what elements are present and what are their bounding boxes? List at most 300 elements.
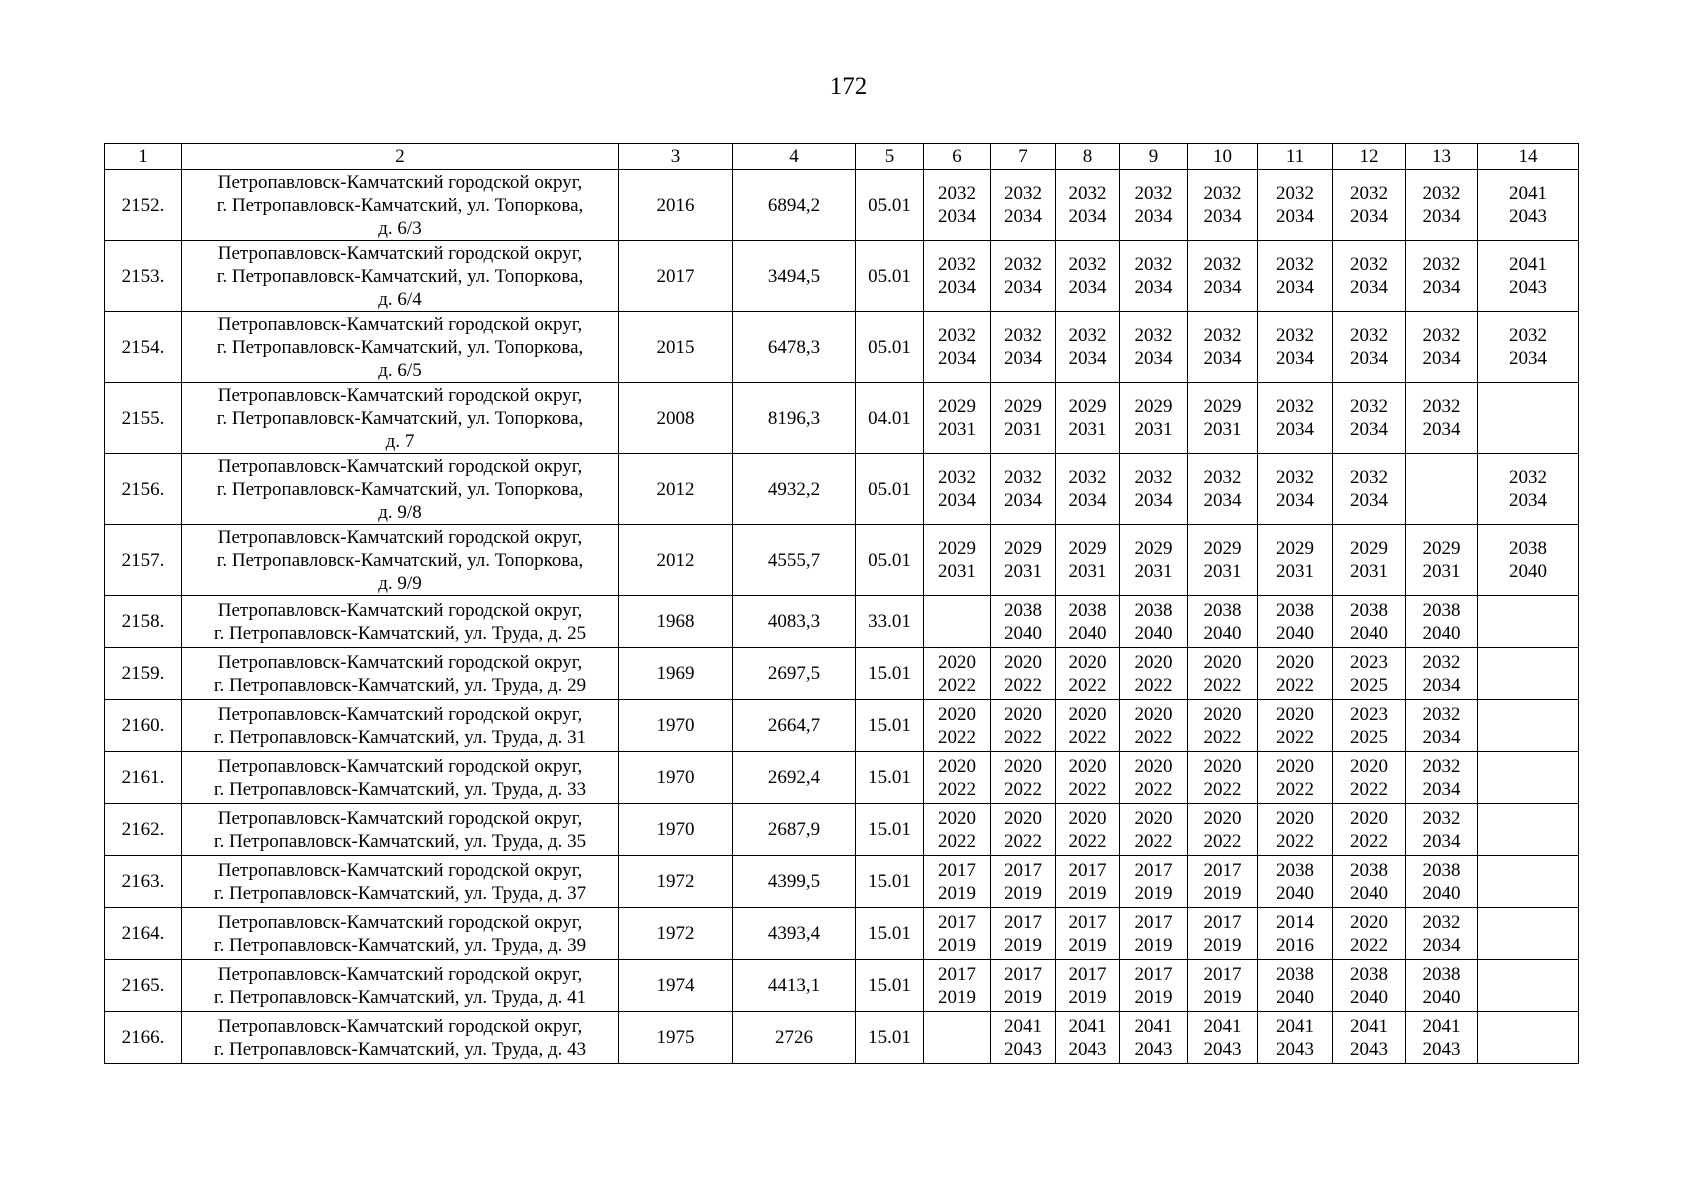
period-cell xyxy=(1258,312,1333,383)
row-number-cell: 2154. xyxy=(105,312,182,383)
period-start-year: 2032 xyxy=(1350,183,1388,204)
period-cell xyxy=(1406,312,1478,383)
period-cell xyxy=(1258,752,1333,804)
column-header: 9 xyxy=(1120,144,1188,170)
period-cell xyxy=(1120,312,1188,383)
column-header: 12 xyxy=(1333,144,1406,170)
period-cell xyxy=(1056,454,1120,525)
period-end-year: 2034 xyxy=(1422,277,1461,298)
column-header: 1 xyxy=(105,144,182,170)
period-end-year: 2034 xyxy=(1422,674,1461,696)
period-start-year: 2032 xyxy=(1068,325,1107,346)
column-header: 4 xyxy=(733,144,856,170)
period-cell xyxy=(1258,700,1333,752)
period-start-year: 2032 xyxy=(1203,183,1242,204)
period-start-year: 2020 xyxy=(1350,911,1388,933)
table-row xyxy=(105,804,1579,856)
period-end-year: 2031 xyxy=(938,561,976,582)
period-start-year: 2041 xyxy=(1276,1015,1314,1037)
period-start-year: 2020 xyxy=(1276,755,1314,777)
period-cell xyxy=(1478,908,1579,960)
period-end-year: 2022 xyxy=(1203,726,1242,748)
period-cell xyxy=(924,700,991,752)
period-cell xyxy=(924,312,991,383)
row-number-cell: 2156. xyxy=(105,454,182,525)
address-line: г. Петропавловск-Камчатский, ул. Топоркова, xyxy=(216,549,584,571)
address-cell xyxy=(182,1012,619,1064)
period-cell xyxy=(1188,804,1258,856)
period-cell xyxy=(991,525,1056,596)
period-end-year: 2022 xyxy=(938,726,976,748)
period-cell xyxy=(1478,170,1579,241)
period-end-year: 2034 xyxy=(1276,206,1314,227)
period-cell xyxy=(1333,752,1406,804)
period-end-year: 2019 xyxy=(1068,882,1107,904)
period-end-year: 2022 xyxy=(1004,726,1042,748)
period-start-year: 2029 xyxy=(1068,538,1107,559)
address-cell xyxy=(182,383,619,454)
table-row xyxy=(105,700,1579,752)
area-cell: 4399,5 xyxy=(733,856,856,908)
period-cell xyxy=(1120,648,1188,700)
period-end-year: 2031 xyxy=(1203,419,1242,440)
code-cell: 15.01 xyxy=(856,960,924,1012)
code-cell: 15.01 xyxy=(856,700,924,752)
period-cell xyxy=(1120,383,1188,454)
period-start-year: 2029 xyxy=(1134,396,1173,417)
period-start-year: 2017 xyxy=(938,911,976,933)
period-cell xyxy=(991,383,1056,454)
period-cell xyxy=(1056,1012,1120,1064)
period-start-year: 2032 xyxy=(1068,254,1107,275)
period-end-year: 2034 xyxy=(1203,206,1242,227)
period-end-year: 2031 xyxy=(1350,561,1388,582)
period-cell xyxy=(1333,648,1406,700)
address-line: Петропавловск-Камчатский городской округ, xyxy=(217,599,583,621)
period-end-year: 2019 xyxy=(1068,934,1107,956)
address-cell xyxy=(182,241,619,312)
period-start-year: 2017 xyxy=(1004,911,1042,933)
period-start-year: 2029 xyxy=(1350,538,1388,559)
address-line: г. Петропавловск-Камчатский, ул. Труда, д. 41 xyxy=(213,986,587,1008)
row-number-cell: 2161. xyxy=(105,752,182,804)
period-start-year: 2032 xyxy=(1422,807,1461,829)
column-header: 6 xyxy=(924,144,991,170)
period-cell xyxy=(1406,454,1478,525)
period-cell xyxy=(1056,752,1120,804)
table-row xyxy=(105,525,1579,596)
period-start-year: 2020 xyxy=(1203,651,1242,673)
period-cell xyxy=(991,700,1056,752)
period-end-year: 2034 xyxy=(1134,490,1173,511)
column-header: 14 xyxy=(1478,144,1579,170)
code-cell: 15.01 xyxy=(856,908,924,960)
address-line: г. Петропавловск-Камчатский, ул. Труда, д. 43 xyxy=(213,1038,587,1060)
period-end-year: 2022 xyxy=(1350,934,1388,956)
period-cell xyxy=(1120,170,1188,241)
period-cell xyxy=(1120,454,1188,525)
period-start-year: 2017 xyxy=(1203,911,1242,933)
period-start-year: 2032 xyxy=(938,183,976,204)
period-end-year: 2034 xyxy=(1134,206,1173,227)
period-end-year: 2022 xyxy=(1068,726,1107,748)
period-end-year: 2040 xyxy=(1422,622,1461,644)
period-cell xyxy=(1478,525,1579,596)
period-cell xyxy=(1333,700,1406,752)
address-cell xyxy=(182,856,619,908)
period-cell xyxy=(924,752,991,804)
period-start-year: 2041 xyxy=(1422,1015,1461,1037)
period-cell xyxy=(991,1012,1056,1064)
period-end-year: 2040 xyxy=(1276,622,1314,644)
period-end-year: 2031 xyxy=(1203,561,1242,582)
period-cell xyxy=(1258,454,1333,525)
column-number-header-row xyxy=(105,144,1579,170)
address-line: Петропавловск-Камчатский городской округ, xyxy=(217,651,583,673)
column-header: 3 xyxy=(619,144,733,170)
period-start-year: 2032 xyxy=(1134,467,1173,488)
period-end-year: 2034 xyxy=(1203,490,1242,511)
period-cell xyxy=(1120,525,1188,596)
address-cell xyxy=(182,908,619,960)
table-row xyxy=(105,383,1579,454)
period-end-year: 2034 xyxy=(1422,726,1461,748)
area-cell: 3494,5 xyxy=(733,241,856,312)
area-cell: 8196,3 xyxy=(733,383,856,454)
period-end-year: 2034 xyxy=(1004,490,1042,511)
code-cell: 33.01 xyxy=(856,596,924,648)
period-end-year: 2022 xyxy=(1276,726,1314,748)
period-start-year: 2017 xyxy=(1004,963,1042,985)
address-line: Петропавловск-Камчатский городской округ, xyxy=(217,313,583,335)
period-end-year: 2034 xyxy=(1509,348,1547,369)
code-cell: 05.01 xyxy=(856,170,924,241)
period-end-year: 2031 xyxy=(1068,419,1107,440)
period-end-year: 2022 xyxy=(1004,830,1042,852)
address-line: г. Петропавловск-Камчатский, ул. Топоркова, xyxy=(216,407,584,429)
period-cell xyxy=(924,804,991,856)
code-cell: 15.01 xyxy=(856,752,924,804)
period-cell xyxy=(1406,1012,1478,1064)
period-cell xyxy=(1478,648,1579,700)
period-start-year: 2029 xyxy=(938,396,976,417)
period-start-year: 2029 xyxy=(1276,538,1314,559)
address-cell xyxy=(182,525,619,596)
column-header: 11 xyxy=(1258,144,1333,170)
period-start-year: 2017 xyxy=(1068,963,1107,985)
row-number-cell: 2153. xyxy=(105,241,182,312)
period-start-year: 2029 xyxy=(1004,538,1042,559)
period-end-year: 2034 xyxy=(1203,348,1242,369)
table-row xyxy=(105,856,1579,908)
address-cell xyxy=(182,312,619,383)
period-end-year: 2022 xyxy=(1068,674,1107,696)
address-cell xyxy=(182,454,619,525)
period-cell xyxy=(1333,454,1406,525)
period-end-year: 2040 xyxy=(1004,622,1042,644)
table-row xyxy=(105,648,1579,700)
period-end-year: 2043 xyxy=(1004,1038,1042,1060)
area-cell: 4932,2 xyxy=(733,454,856,525)
row-number-cell: 2165. xyxy=(105,960,182,1012)
period-end-year: 2040 xyxy=(1276,882,1314,904)
period-end-year: 2022 xyxy=(1350,778,1388,800)
period-end-year: 2031 xyxy=(1134,561,1173,582)
period-end-year: 2022 xyxy=(1134,778,1173,800)
period-start-year: 2041 xyxy=(1134,1015,1173,1037)
period-end-year: 2022 xyxy=(1068,830,1107,852)
period-end-year: 2034 xyxy=(1068,277,1107,298)
period-cell xyxy=(1333,856,1406,908)
period-end-year: 2031 xyxy=(1068,561,1107,582)
period-cell xyxy=(1478,804,1579,856)
period-end-year: 2034 xyxy=(1276,419,1314,440)
area-cell: 6478,3 xyxy=(733,312,856,383)
period-start-year: 2032 xyxy=(938,254,976,275)
period-start-year: 2020 xyxy=(1203,755,1242,777)
row-number-cell: 2163. xyxy=(105,856,182,908)
area-cell: 2687,9 xyxy=(733,804,856,856)
period-cell xyxy=(1406,241,1478,312)
code-cell: 05.01 xyxy=(856,454,924,525)
row-number-cell: 2160. xyxy=(105,700,182,752)
build-year-cell: 1969 xyxy=(619,648,733,700)
period-start-year: 2017 xyxy=(1068,859,1107,881)
period-cell xyxy=(991,596,1056,648)
period-cell xyxy=(1056,170,1120,241)
table-row xyxy=(105,960,1579,1012)
period-end-year: 2034 xyxy=(938,277,976,298)
period-end-year: 2034 xyxy=(1422,206,1461,227)
area-cell: 4555,7 xyxy=(733,525,856,596)
period-start-year: 2017 xyxy=(938,963,976,985)
period-cell xyxy=(1406,960,1478,1012)
code-cell: 15.01 xyxy=(856,804,924,856)
period-start-year: 2020 xyxy=(1350,807,1388,829)
period-end-year: 2040 xyxy=(1203,622,1242,644)
build-year-cell: 1975 xyxy=(619,1012,733,1064)
period-start-year: 2032 xyxy=(1276,254,1314,275)
period-start-year: 2017 xyxy=(1134,911,1173,933)
period-start-year: 2032 xyxy=(1068,183,1107,204)
address-line: г. Петропавловск-Камчатский, ул. Топоркова, xyxy=(216,336,584,358)
period-cell xyxy=(1056,383,1120,454)
address-cell xyxy=(182,648,619,700)
period-start-year: 2032 xyxy=(1004,325,1042,346)
period-start-year: 2032 xyxy=(938,467,976,488)
period-end-year: 2034 xyxy=(1350,348,1388,369)
period-end-year: 2022 xyxy=(1276,778,1314,800)
period-start-year: 2020 xyxy=(938,651,976,673)
period-cell xyxy=(1406,856,1478,908)
period-start-year: 2029 xyxy=(1203,538,1242,559)
period-end-year: 2022 xyxy=(1134,674,1173,696)
address-line: г. Петропавловск-Камчатский, ул. Труда, д. 39 xyxy=(213,934,587,956)
table-row xyxy=(105,752,1579,804)
address-line: Петропавловск-Камчатский городской округ, xyxy=(217,384,583,406)
address-line: г. Петропавловск-Камчатский, ул. Топоркова, xyxy=(216,265,584,287)
build-year-cell: 1970 xyxy=(619,752,733,804)
period-end-year: 2034 xyxy=(1422,934,1461,956)
period-cell xyxy=(1333,804,1406,856)
period-cell xyxy=(1258,383,1333,454)
period-end-year: 2019 xyxy=(1004,934,1042,956)
period-cell xyxy=(1120,241,1188,312)
address-cell xyxy=(182,960,619,1012)
page-number: 172 xyxy=(829,73,868,100)
period-end-year: 2022 xyxy=(938,830,976,852)
period-cell xyxy=(1188,596,1258,648)
period-start-year: 2020 xyxy=(938,703,976,725)
period-cell xyxy=(991,312,1056,383)
period-end-year: 2034 xyxy=(1004,206,1042,227)
period-cell xyxy=(1478,700,1579,752)
period-start-year: 2020 xyxy=(1276,807,1314,829)
period-end-year: 2022 xyxy=(1134,726,1173,748)
period-end-year: 2034 xyxy=(938,490,976,511)
period-cell xyxy=(1188,908,1258,960)
period-cell xyxy=(1120,752,1188,804)
period-start-year: 2029 xyxy=(1004,396,1042,417)
period-end-year: 2025 xyxy=(1350,726,1388,748)
period-end-year: 2034 xyxy=(1350,277,1388,298)
period-start-year: 2038 xyxy=(1350,859,1388,881)
period-cell xyxy=(1478,596,1579,648)
period-start-year: 2032 xyxy=(1203,254,1242,275)
period-start-year: 2032 xyxy=(1422,703,1461,725)
address-cell xyxy=(182,752,619,804)
period-cell xyxy=(1056,525,1120,596)
row-number-cell: 2166. xyxy=(105,1012,182,1064)
period-cell xyxy=(1406,596,1478,648)
period-cell xyxy=(1333,241,1406,312)
period-start-year: 2014 xyxy=(1276,911,1314,933)
period-cell xyxy=(1188,856,1258,908)
period-end-year: 2022 xyxy=(1276,830,1314,852)
area-cell: 6894,2 xyxy=(733,170,856,241)
period-start-year: 2038 xyxy=(1350,599,1388,621)
period-end-year: 2034 xyxy=(1350,419,1388,440)
period-cell xyxy=(1258,648,1333,700)
period-end-year: 2019 xyxy=(938,882,976,904)
column-header: 8 xyxy=(1056,144,1120,170)
period-end-year: 2019 xyxy=(938,986,976,1008)
period-start-year: 2032 xyxy=(1422,755,1461,777)
build-year-cell: 2012 xyxy=(619,454,733,525)
period-cell xyxy=(1406,648,1478,700)
period-cell xyxy=(1188,700,1258,752)
period-start-year: 2032 xyxy=(1350,467,1388,488)
address-line: Петропавловск-Камчатский городской округ, xyxy=(217,963,583,985)
code-cell: 04.01 xyxy=(856,383,924,454)
address-line: д. 6/3 xyxy=(378,217,422,239)
period-start-year: 2023 xyxy=(1350,651,1388,673)
period-end-year: 2031 xyxy=(1276,561,1314,582)
period-end-year: 2034 xyxy=(1276,348,1314,369)
period-start-year: 2038 xyxy=(1276,963,1314,985)
period-cell xyxy=(1258,1012,1333,1064)
row-number-cell: 2152. xyxy=(105,170,182,241)
period-cell xyxy=(1333,525,1406,596)
address-cell xyxy=(182,804,619,856)
period-cell xyxy=(1478,856,1579,908)
build-year-cell: 2012 xyxy=(619,525,733,596)
period-end-year: 2043 xyxy=(1068,1038,1107,1060)
address-line: Петропавловск-Камчатский городской округ, xyxy=(217,1015,583,1037)
period-end-year: 2043 xyxy=(1276,1038,1314,1060)
period-cell xyxy=(1406,525,1478,596)
period-cell xyxy=(991,856,1056,908)
period-end-year: 2034 xyxy=(1422,830,1461,852)
period-end-year: 2022 xyxy=(1134,830,1173,852)
period-cell xyxy=(1188,648,1258,700)
period-end-year: 2040 xyxy=(1350,622,1388,644)
period-end-year: 2040 xyxy=(1276,986,1314,1008)
period-cell xyxy=(1056,648,1120,700)
period-cell xyxy=(924,596,991,648)
period-start-year: 2032 xyxy=(1004,254,1042,275)
period-end-year: 2034 xyxy=(1350,490,1388,511)
period-start-year: 2038 xyxy=(1422,963,1461,985)
row-number-cell: 2157. xyxy=(105,525,182,596)
period-start-year: 2020 xyxy=(1068,807,1107,829)
period-end-year: 2034 xyxy=(1068,206,1107,227)
period-start-year: 2038 xyxy=(1276,599,1314,621)
period-start-year: 2032 xyxy=(1134,325,1173,346)
period-cell xyxy=(1188,960,1258,1012)
period-cell xyxy=(924,1012,991,1064)
table-row xyxy=(105,1012,1579,1064)
period-start-year: 2038 xyxy=(1422,859,1461,881)
address-line: Петропавловск-Камчатский городской округ, xyxy=(217,859,583,881)
row-number-cell: 2159. xyxy=(105,648,182,700)
period-start-year: 2041 xyxy=(1068,1015,1107,1037)
period-end-year: 2031 xyxy=(938,419,976,440)
period-start-year: 2020 xyxy=(1134,807,1173,829)
address-line: Петропавловск-Камчатский городской округ, xyxy=(217,171,583,193)
period-end-year: 2019 xyxy=(1203,882,1242,904)
period-end-year: 2019 xyxy=(1134,934,1173,956)
build-year-cell: 2016 xyxy=(619,170,733,241)
period-cell xyxy=(1188,170,1258,241)
period-cell xyxy=(1333,170,1406,241)
period-start-year: 2032 xyxy=(1068,467,1107,488)
period-start-year: 2017 xyxy=(1004,859,1042,881)
code-cell: 05.01 xyxy=(856,525,924,596)
period-cell xyxy=(1333,1012,1406,1064)
housing-register-table xyxy=(104,143,1579,1064)
period-cell xyxy=(1188,241,1258,312)
period-end-year: 2022 xyxy=(938,778,976,800)
column-header: 13 xyxy=(1406,144,1478,170)
period-cell xyxy=(1258,170,1333,241)
period-cell xyxy=(1120,700,1188,752)
period-cell xyxy=(1258,241,1333,312)
period-cell xyxy=(991,804,1056,856)
period-end-year: 2019 xyxy=(1134,882,1173,904)
period-cell xyxy=(1120,960,1188,1012)
period-end-year: 2022 xyxy=(1350,830,1388,852)
period-cell xyxy=(1056,241,1120,312)
address-line: д. 7 xyxy=(385,430,415,452)
period-cell xyxy=(991,648,1056,700)
address-line: г. Петропавловск-Камчатский, ул. Труда, д. 35 xyxy=(213,830,587,852)
period-end-year: 2034 xyxy=(1203,277,1242,298)
table-row xyxy=(105,908,1579,960)
period-cell xyxy=(1188,752,1258,804)
period-end-year: 2022 xyxy=(1276,674,1314,696)
period-cell xyxy=(1406,804,1478,856)
